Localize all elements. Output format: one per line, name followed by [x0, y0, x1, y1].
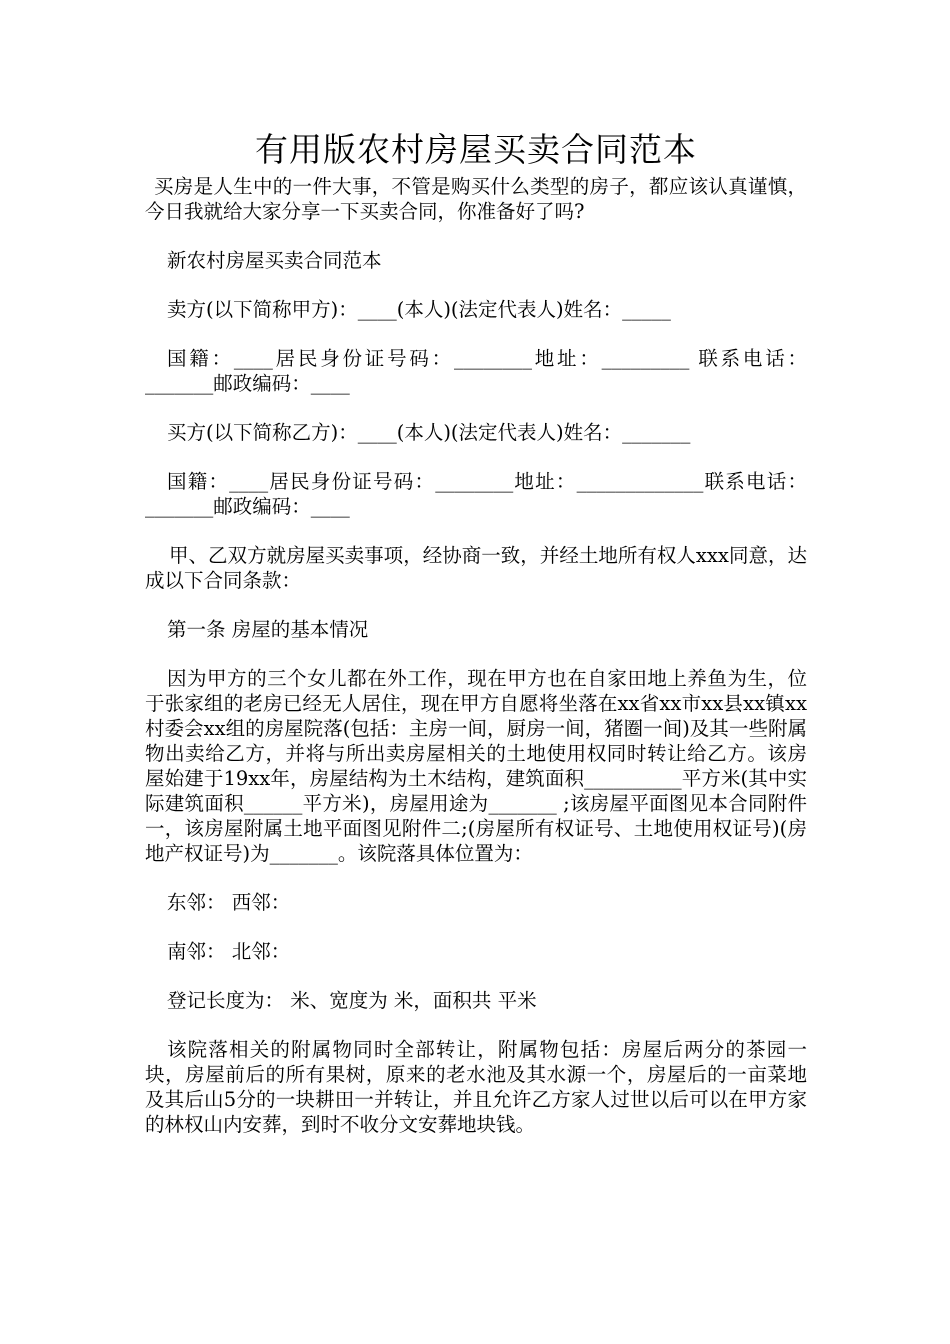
registered-dimensions: 登记长度为： 米、宽度为 米，面积共 平米	[167, 989, 537, 1012]
intro-paragraph: 买房是人生中的一件大事，不管是购买什么类型的房子，都应该认真谨慎，今日我就给大家分享一下买卖合同，你准备好了吗?	[145, 175, 807, 223]
agreement-paragraph: 甲、乙双方就房屋买卖事项，经协商一致，并经土地所有权人xxx同意，达成以下合同条款：	[145, 544, 807, 592]
article-1-body: 因为甲方的三个女儿都在外工作，现在甲方也在自家田地上养鱼为生，位于张家组的老房已经无人居住，现在甲方自愿将坐落在xx省xx市xx县xx镇xx村委会xx组的房屋院落(包括：主房一间，厨房一间，猪圈一间)及其一些附属物出卖给乙方，并将与所出卖房屋相关的土地使用权同时转让给乙方。该房屋始建于19xx年，房屋结构为土木结构，建筑面积__________平方米(其中实际建筑面积______平方米)，房屋用途为_______ ;该房屋平面图见本合同附件一，该房屋附属土地平面图见附件二;(房屋所有权证号、土地使用权证号)(房地产权证号)为_______。该院落具体位置为：	[145, 667, 807, 865]
buyer-line: 买方(以下简称乙方)：____(本人)(法定代表人)姓名：_______	[167, 421, 691, 444]
document-title: 有用版农村房屋买卖合同范本	[255, 130, 697, 169]
seller-line: 卖方(以下简称甲方)：____(本人)(法定代表人)姓名：_____	[167, 298, 671, 321]
seller-info: 国籍：____居民身份证号码：________地址：_________ 联系电话：_______邮政编码：____	[145, 347, 807, 395]
article-1-heading: 第一条 房屋的基本情况	[167, 618, 369, 641]
document-page	[145, 128, 807, 1137]
buyer-info: 国籍：____居民身份证号码：________地址：_____________联系电话：_______邮政编码：____	[145, 470, 807, 518]
contract-subtitle: 新农村房屋买卖合同范本	[167, 249, 382, 272]
attachments-paragraph: 该院落相关的附属物同时全部转让，附属物包括：房屋后两分的茶园一块，房屋前后的所有果树，原来的老水池及其水源一个，房屋后的一亩菜地及其后山5分的一块耕田一并转让，并且允许乙方家人过世以后可以在甲方家的林权山内安葬，到时不收分文安葬地块钱。	[145, 1038, 807, 1136]
south-north-neighbors: 南邻： 北邻：	[167, 940, 291, 963]
east-west-neighbors: 东邻： 西邻：	[167, 891, 291, 914]
